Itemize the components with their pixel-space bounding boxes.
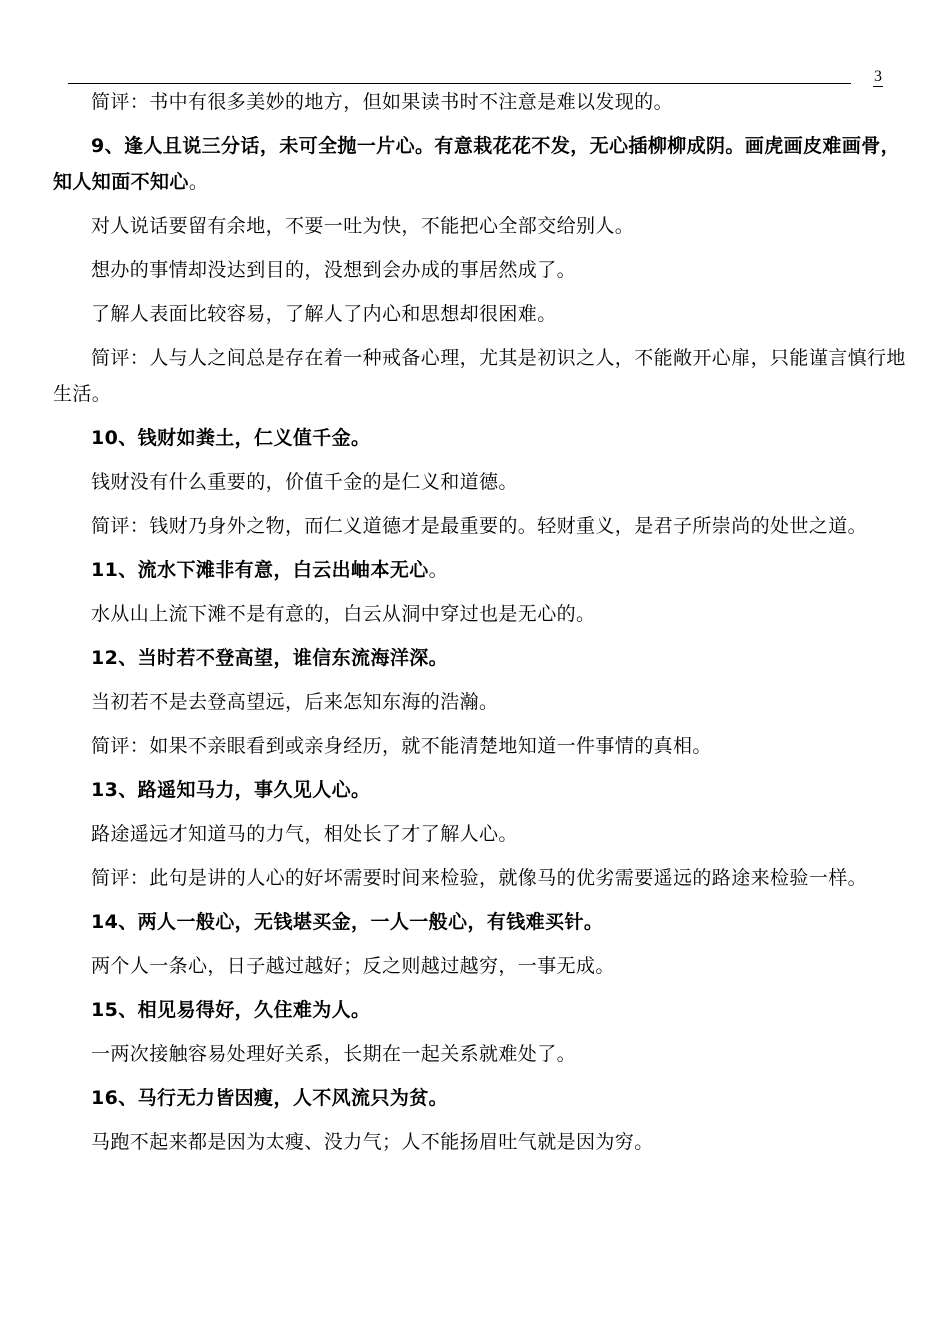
paragraph: 路途遥远才知道马的力气，相处长了才了解人心。 [91, 823, 518, 845]
paragraph-comment: 简评：如果不亲眼看到或亲身经历，就不能清楚地知道一件事情的真相。 [91, 735, 712, 757]
paragraph: 了解人表面比较容易，了解人了内心和思想却很困难。 [91, 303, 557, 325]
heading-12: 12、当时若不登高望，谁信东流海洋深。 [91, 647, 449, 669]
paragraph: 当初若不是去登高望远，后来怎知东海的浩瀚。 [91, 691, 499, 713]
heading-11: 11、流水下滩非有意，白云出岫本无心。 [91, 559, 449, 581]
paragraph: 马跑不起来都是因为太瘦、没力气；人不能扬眉吐气就是因为穷。 [91, 1131, 654, 1153]
paragraph: 一两次接触容易处理好关系，长期在一起关系就难处了。 [91, 1043, 577, 1065]
paragraph-comment: 简评：书中有很多美妙的地方，但如果读书时不注意是难以发现的。 [91, 91, 674, 113]
paragraph: 对人说话要留有余地，不要一吐为快，不能把心全部交给别人。 [91, 215, 635, 237]
paragraph: 水从山上流下滩不是有意的，白云从洞中穿过也是无心的。 [91, 603, 596, 625]
paragraph-comment: 简评：钱财乃身外之物，而仁义道德才是最重要的。轻财重义，是君子所崇尚的处世之道。 [91, 515, 868, 537]
heading-10: 10、钱财如粪土，仁义值千金。 [91, 427, 371, 449]
document-body [53, 84, 908, 1168]
paragraph: 钱财没有什么重要的，价值千金的是仁义和道德。 [91, 471, 518, 493]
paragraph: 想办的事情却没达到目的，没想到会办成的事居然成了。 [91, 259, 577, 281]
heading-13: 13、路遥知马力，事久见人心。 [91, 779, 371, 801]
paragraph: 两个人一条心，日子越过越好；反之则越过越穷，一事无成。 [91, 955, 615, 977]
paragraph-comment: 简评：此句是讲的人心的好坏需要时间来检验，就像马的优劣需要遥远的路途来检验一样。 [91, 867, 868, 889]
heading-16: 16、马行无力皆因瘦，人不风流只为贫。 [91, 1087, 449, 1109]
page-number: 3 [874, 68, 882, 85]
paragraph-comment: 简评：人与人之间总是存在着一种戒备心理，尤其是初识之人，不能敞开心扉，只能谨言慎行地生活。 [53, 347, 906, 405]
heading-15: 15、相见易得好，久住难为人。 [91, 999, 371, 1021]
heading-9: 9、逢人且说三分话，未可全抛一片心。有意栽花花不发，无心插柳柳成阴。画虎画皮难画骨，知人知面不知心。 [53, 135, 901, 193]
heading-14: 14、两人一般心，无钱堪买金，一人一般心，有钱难买针。 [91, 911, 604, 933]
